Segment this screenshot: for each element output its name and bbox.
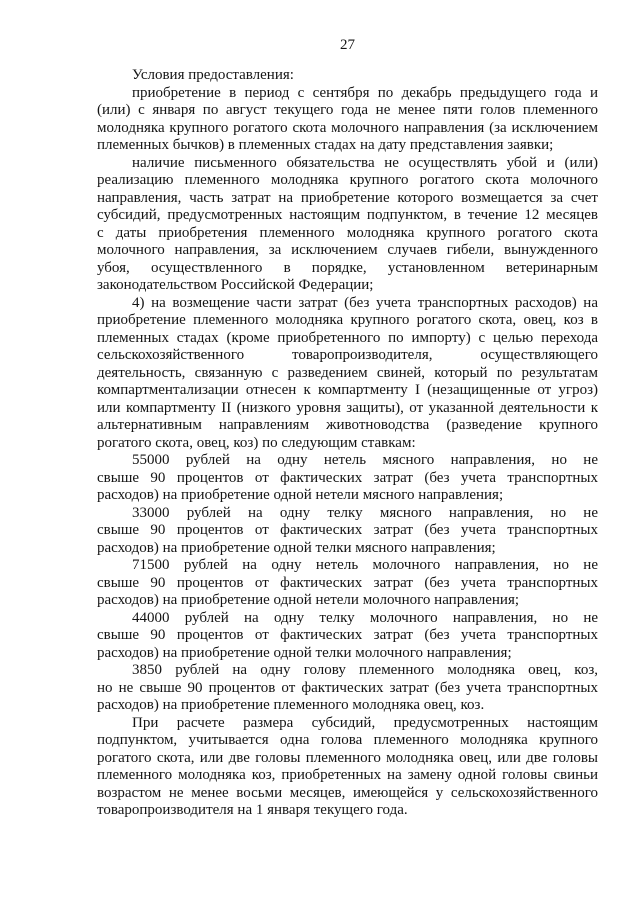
paragraph [97, 155, 598, 295]
text-line: рогатого скота, или две головы племенного молодняка овец, или две головы [97, 749, 598, 766]
text-line: подпунктом, учитывается одна голова племенного молодняка крупного [97, 732, 598, 748]
text-line: расходов) на приобретение одной телки молочного направления; [97, 644, 512, 661]
text-line: При расчете размера субсидий, предусмотренных настоящим [132, 714, 598, 731]
text-line: свыше 90 процентов от фактических затрат (без учета транспортных [97, 574, 598, 591]
text-line: альтернативным направлениям животноводства (разведение крупного [97, 417, 598, 433]
text-line: расходов) на приобретение племенного молодняка овец, коз. [97, 697, 485, 713]
text-line: наличие письменного обязательства не осуществлять убой и (или) [132, 154, 598, 171]
text-line: свыше 90 процентов от фактических затрат (без учета транспортных [97, 522, 598, 538]
paragraph [97, 85, 598, 155]
text-line: племенных стадах (кроме приобретенного по импорту) с целью перехода [97, 329, 598, 346]
document-body [97, 67, 598, 820]
text-line: приобретение племенного молодняка крупного рогатого скота, овец, коз в [97, 312, 598, 328]
text-line: товаропроизводителя на 1 января текущего года. [97, 802, 408, 818]
text-line: расходов) на приобретение одной нетели мясного направления; [97, 487, 504, 503]
text-line: деятельность, связанную с разведением свиней, который по результатам [97, 364, 598, 381]
text-line: сельскохозяйственного товаропроизводителя, осуществляющего [97, 347, 598, 363]
paragraph [97, 662, 598, 715]
text-line: свыше 90 процентов от фактических затрат (без учета транспортных [97, 469, 598, 486]
text-line: 71500 рублей на одну нетель молочного направления, но не [132, 557, 598, 573]
text-line: 4) на возмещение части затрат (без учета транспортных расходов) на [132, 294, 598, 311]
text-line: Условия предоставления: [132, 67, 294, 83]
text-line: с даты приобретения племенного молодняка крупного рогатого скота [97, 224, 598, 241]
text-line: реализацию племенного молодняка крупного рогатого скота молочного [97, 172, 598, 188]
paragraph [97, 557, 598, 610]
text-line: племенного молодняка коз, приобретенных на замену одной головы свиньи [97, 767, 598, 783]
paragraph [97, 505, 598, 558]
page-number: 27 [340, 37, 355, 53]
text-line: компартментализации отнесен к компартменту I (незащищенные от угроз) [97, 382, 598, 398]
text-line: рогатого скота, овец, коз) по следующим ставкам: [97, 434, 416, 451]
paragraph [97, 610, 598, 663]
text-line: расходов) на приобретение одной телки мясного направления; [97, 539, 496, 556]
paragraph [97, 452, 598, 505]
text-line: субсидий, предусмотренных настоящим подпунктом, в течение 12 месяцев [97, 207, 598, 223]
text-line: молочного направления, за исключением случаев гибели, вынужденного [97, 242, 598, 258]
text-line: 44000 рублей на одну телку молочного направления, но не [132, 609, 598, 626]
text-line: направления, часть затрат на приобретение которого возмещается за счет [97, 189, 598, 206]
paragraph [97, 67, 598, 85]
text-line: 3850 рублей на одну голову племенного молодняка овец, коз, [132, 662, 598, 678]
text-line: 55000 рублей на одну нетель мясного направления, но не [132, 452, 598, 468]
text-line: убоя, осуществленного в порядке, установленном ветеринарным [97, 259, 598, 276]
paragraph [97, 715, 598, 820]
text-line: племенных бычков) в племенных стадах на дату представления заявки; [97, 137, 554, 153]
text-line: расходов) на приобретение одной нетели молочного направления; [97, 592, 520, 608]
text-line: но не свыше 90 процентов от фактических затрат (без учета транспортных [97, 679, 598, 696]
text-line: законодательством Российской Федерации; [97, 277, 374, 293]
text-line: молодняка крупного рогатого скота молочного направления (за исключением [97, 119, 598, 136]
text-line: 33000 рублей на одну телку мясного направления, но не [132, 504, 598, 521]
paragraph [97, 295, 598, 453]
text-line: (или) с января по август текущего года не менее пяти голов племенного [97, 102, 598, 118]
text-line: свыше 90 процентов от фактических затрат (без учета транспортных [97, 627, 598, 643]
text-line: приобретение в период с сентября по декабрь предыдущего года и [132, 84, 598, 101]
text-line: возрастом не менее восьми месяцев, имеющейся у сельскохозяйственного [97, 784, 598, 801]
text-line: или компартменту II (низкого уровня защиты), от указанной деятельности к [97, 399, 598, 416]
